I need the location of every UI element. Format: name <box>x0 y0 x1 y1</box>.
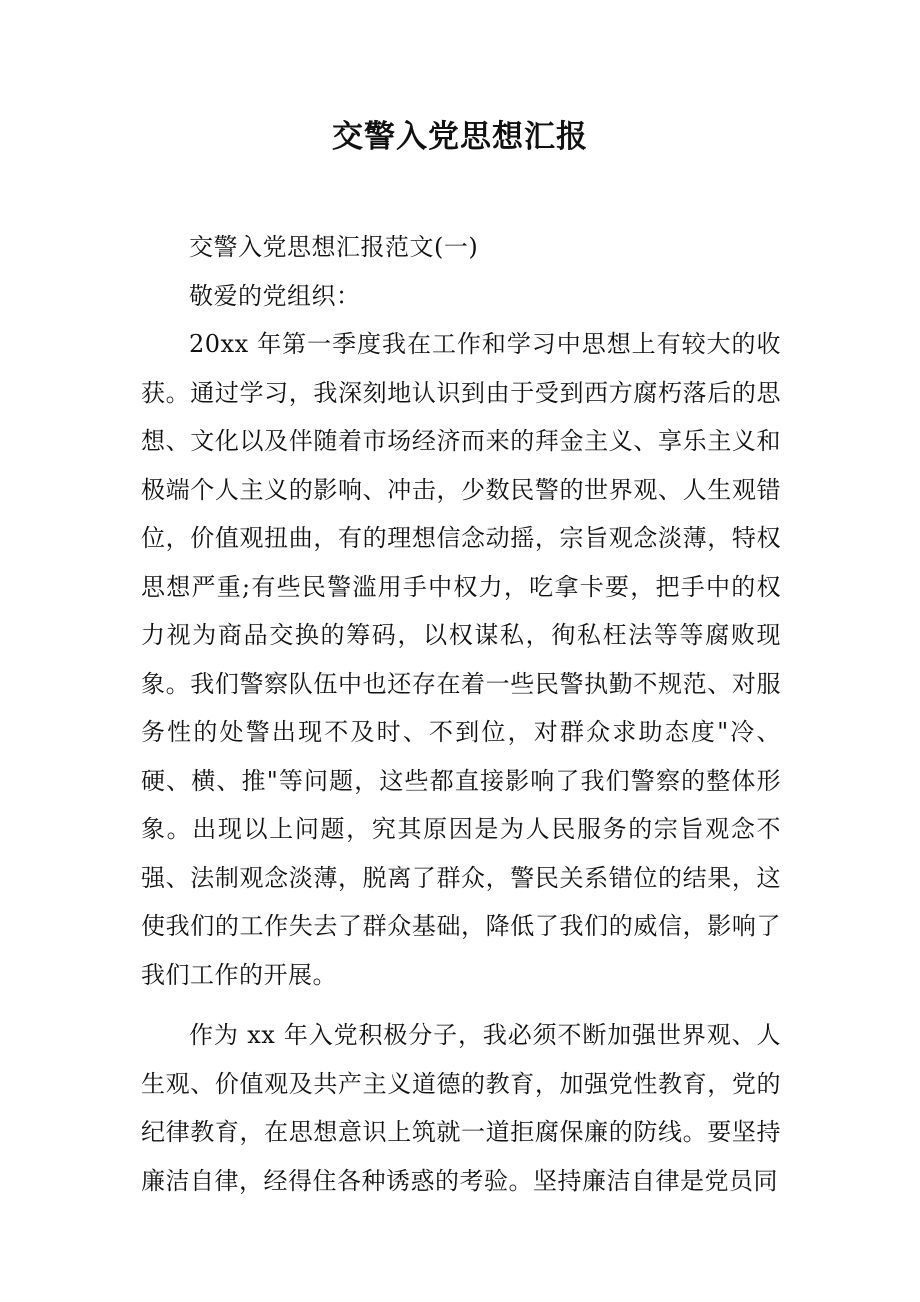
document-subtitle: 交警入党思想汇报范文(一) <box>189 233 479 261</box>
salutation: 敬爱的党组织： <box>189 281 361 310</box>
body-paragraph: 20xx 年第一季度我在工作和学习中思想上有较大的收获。通过学习，我深刻地认识到由于受到西方腐朽落后的思想、文化以及伴随着市场经济而来的拜金主义、享乐主义和极端个人主义的影响、冲击，少数民警的世界观、人生观错位，价值观扭曲，有的理想信念动摇，宗旨观念淡薄，特权思想严重;有些民警滥用手中权力，吃拿卡要，把手中的权力视为商品交换的筹码，以权谋私，徇私枉法等等腐败现象。我们警察队伍中也还存在着一些民警执勤不规范、对服务性的处警出现不及时、不到位，对群众求助态度"冷、硬、横、推"等问题，这些都直接影响了我们警察的整体形象。出现以上问题，究其原因是为人民服务的宗旨观念不强、法制观念淡薄，脱离了群众，警民关系错位的结果，这使我们的工作失去了群众基础，降低了我们的威信，影响了我们工作的开展。 <box>141 330 781 989</box>
document-body <box>141 223 781 1205</box>
document-title: 交警入党思想汇报 <box>332 119 588 155</box>
body-paragraph: 作为 xx 年入党积极分子，我必须不断加强世界观、人生观、价值观及共产主义道德的教育，加强党性教育，党的纪律教育，在思想意识上筑就一道拒腐保廉的防线。要坚持廉洁自律，经得住各种诱惑的考验。坚持廉洁自律是党员同 <box>141 1021 781 1195</box>
